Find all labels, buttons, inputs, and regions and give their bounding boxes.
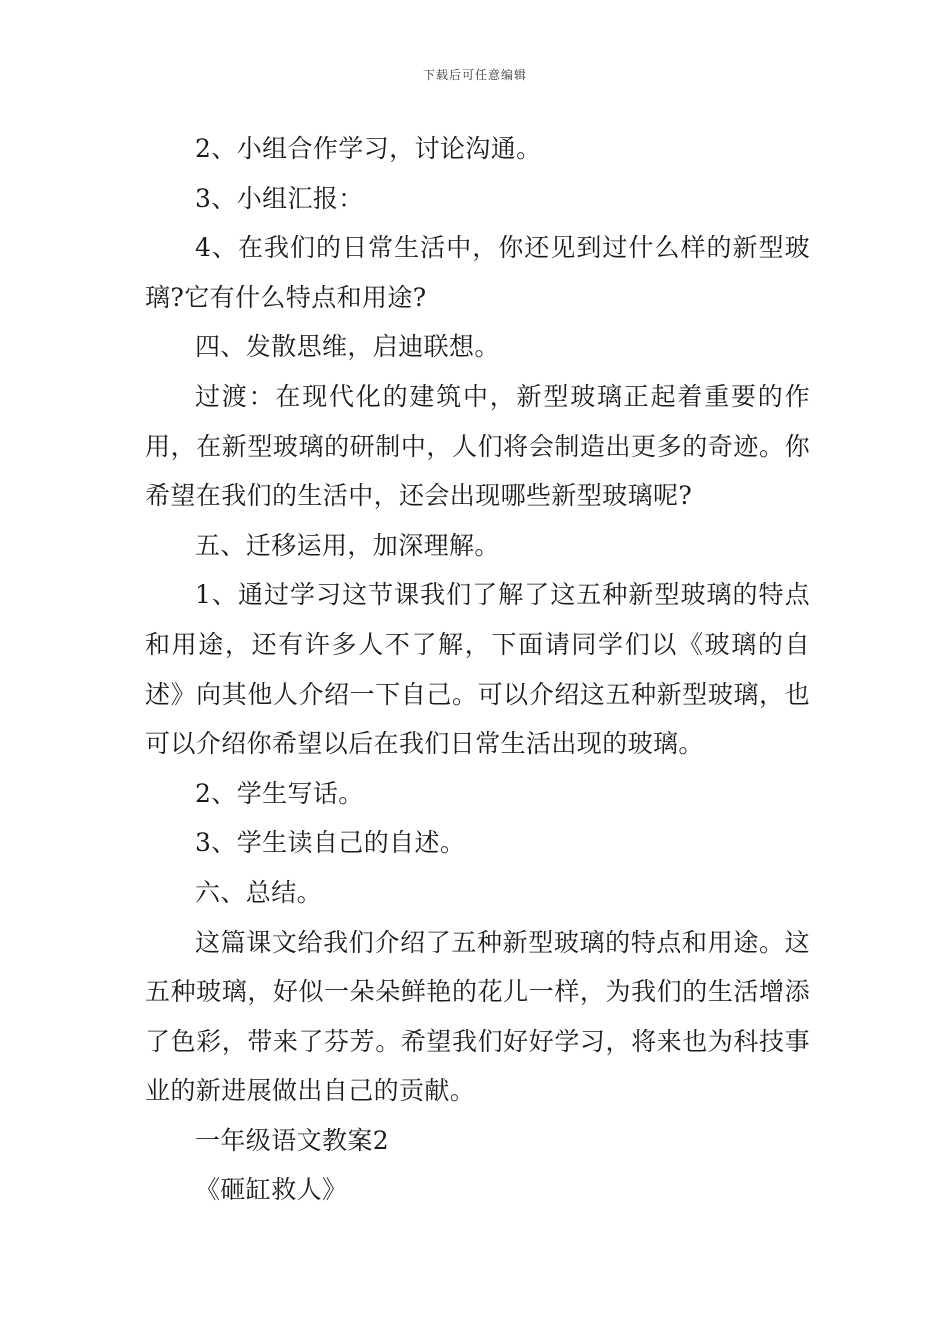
paragraph-summary: 这篇课文给我们介绍了五种新型玻璃的特点和用途。这五种玻璃，好似一朵朵鲜艳的花儿一样，为我们的生活增添了色彩，带来了芬芳。希望我们好好学习，将来也为科技事业的新进展做出自己的贡献。 [145,927,810,1106]
paragraph-group-discussion: 2、小组合作学习，讨论沟通。 [195,134,542,163]
paragraph-transition: 过渡：在现代化的建筑中，新型玻璃正起着重要的作用，在新型玻璃的研制中，人们将会制造出更多的奇迹。你希望在我们的生活中，还会出现哪些新型玻璃呢? [145,381,810,511]
paragraph-glass-self-description: 1、通过学习这节课我们了解了这五种新型玻璃的特点和用途，还有许多人不了解，下面请同学们以《玻璃的自述》向其他人介绍一下自己。可以介绍这五种新型玻璃，也可以介绍你希望以后在我们日常生活出现的玻璃。 [145,580,810,759]
section-heading-divergent-thinking: 四、发散思维，启迪联想。 [195,332,500,362]
lesson-text-title: 《砸缸救人》 [195,1175,348,1205]
paragraph-group-report: 3、小组汇报： [195,183,364,213]
lesson-plan-title: 一年级语文教案2 [195,1125,390,1155]
header-note: 下载后可任意编辑 [422,68,527,82]
document-body [145,124,810,1215]
section-heading-summary: 六、总结。 [195,877,323,907]
paragraph-new-glass-question: 4、在我们的日常生活中，你还见到过什么样的新型玻璃?它有什么特点和用途? [145,233,810,312]
paragraph-student-reading: 3、学生读自己的自述。 [195,828,466,858]
paragraph-student-writing: 2、学生写话。 [195,778,364,808]
section-heading-transfer: 五、迁移运用，加深理解。 [195,530,500,560]
